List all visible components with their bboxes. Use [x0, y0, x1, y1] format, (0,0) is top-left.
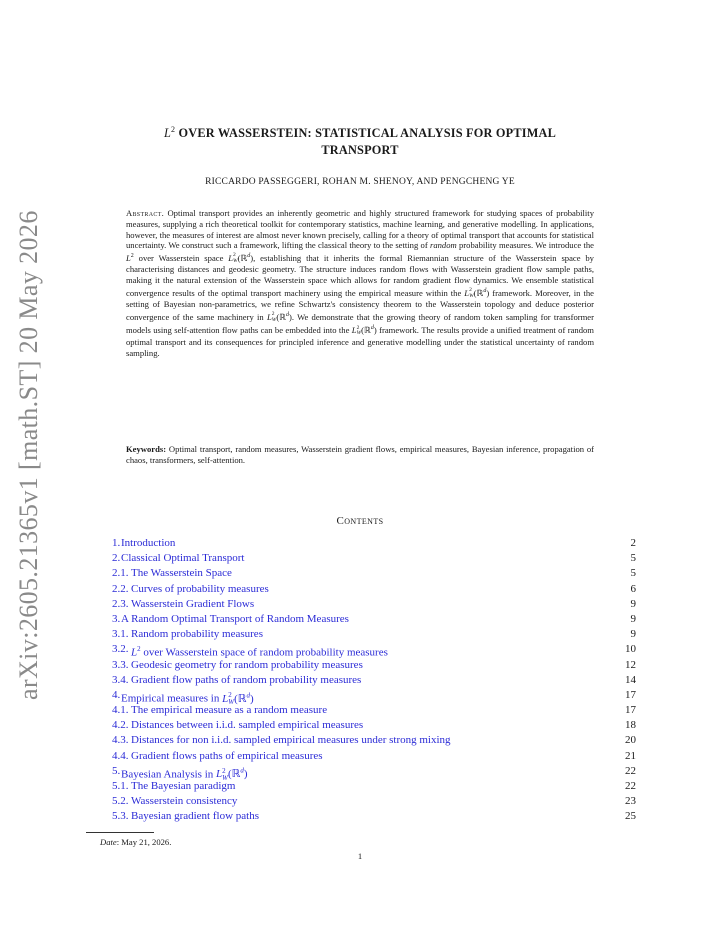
contents-heading: Contents: [336, 515, 384, 527]
toc-entry-page: 21: [625, 749, 636, 762]
toc-entry-number[interactable]: 5.2.: [112, 795, 129, 808]
toc-entry-number[interactable]: 3.: [112, 612, 121, 625]
toc-entry-page: 20: [625, 734, 636, 747]
keywords-label: Keywords:: [126, 444, 167, 454]
toc-entry-link[interactable]: Geodesic geometry for random probability measures: [131, 658, 363, 671]
toc-entry-link[interactable]: Curves of probability measures: [131, 582, 269, 595]
toc-entry-page: 14: [625, 673, 636, 686]
table-of-contents: [112, 536, 636, 825]
toc-entry-number[interactable]: 5.3.: [112, 810, 129, 823]
toc-entry-page: 9: [630, 628, 636, 641]
math-symbol: L 2 W (ℝ$^d$): [266, 311, 292, 323]
toc-entry-link[interactable]: The Wasserstein Space: [131, 567, 232, 580]
math-symbol: L 2 W (ℝ$^d$): [351, 324, 377, 337]
toc-entry[interactable]: [112, 582, 636, 597]
keywords: [126, 444, 594, 466]
toc-entry-number[interactable]: 3.2.: [112, 643, 129, 656]
toc-entry-page: 23: [625, 795, 636, 808]
toc-entry-link[interactable]: Bayesian gradient flow paths: [131, 810, 259, 823]
toc-entry[interactable]: [112, 536, 636, 551]
toc-entry-page: 25: [625, 810, 636, 823]
toc-entry-link[interactable]: The Bayesian paradigm: [131, 780, 236, 792]
toc-entry-page: 22: [625, 764, 636, 777]
toc-entry-link[interactable]: $L^2$ over Wasserstein space of random probability measures: [131, 645, 388, 659]
toc-entry-link[interactable]: Classical Optimal Transport: [121, 552, 245, 565]
toc-entry-number[interactable]: 3.4.: [112, 673, 129, 686]
toc-entry-number[interactable]: 4.: [112, 688, 121, 701]
math-symbol: L 2 W (ℝ$^d$): [222, 690, 254, 706]
toc-entry-number[interactable]: 5.: [112, 764, 121, 777]
toc-entry[interactable]: [112, 809, 636, 824]
paper-title: [110, 121, 610, 159]
toc-entry-page: 5: [630, 552, 636, 565]
arxiv-identifier-stamp: arXiv:2605.21365v1 [math.ST] 20 May 2026: [14, 210, 43, 700]
toc-entry-number[interactable]: 5.1.: [112, 780, 129, 792]
toc-entry[interactable]: [112, 566, 636, 581]
toc-entry[interactable]: [112, 794, 636, 809]
toc-entry[interactable]: [112, 627, 636, 642]
toc-entry-number[interactable]: 2.: [112, 552, 121, 565]
toc-entry-link[interactable]: The empirical measure as a random measure: [131, 704, 328, 717]
toc-entry-link[interactable]: Distances for non i.i.d. sampled empirical measures under strong mixing: [131, 734, 451, 747]
toc-entry[interactable]: [112, 597, 636, 612]
toc-entry-number[interactable]: 1.: [112, 537, 121, 549]
toc-entry-page: 12: [625, 658, 636, 671]
math-symbol: L 2 W (ℝ$^d$): [228, 252, 254, 264]
toc-entry-link[interactable]: Bayesian Analysis in L 2 W (ℝ$^d$): [121, 766, 248, 782]
toc-entry[interactable]: [112, 642, 636, 657]
toc-entry[interactable]: [112, 718, 636, 733]
toc-entry-number[interactable]: 2.2.: [112, 582, 129, 595]
toc-entry-number[interactable]: 4.2.: [112, 719, 129, 732]
toc-entry-page: 17: [625, 688, 636, 701]
toc-entry-link[interactable]: A Random Optimal Transport of Random Measures: [121, 612, 349, 625]
title-line-1: $L^2$ OVER WASSERSTEIN: STATISTICAL ANALYSIS FOR OPTIMAL: [163, 125, 557, 141]
abstract-heading: Abstract.: [126, 208, 165, 218]
toc-entry-link[interactable]: Wasserstein consistency: [131, 795, 238, 808]
toc-entry-page: 22: [625, 780, 636, 792]
toc-entry-page: 17: [625, 704, 636, 717]
toc-entry-number[interactable]: 2.1.: [112, 567, 129, 580]
toc-entry-page: 18: [625, 719, 636, 732]
toc-entry-page: 6: [630, 582, 636, 595]
toc-entry[interactable]: [112, 612, 636, 627]
toc-entry-page: 9: [630, 597, 636, 610]
toc-entry-link[interactable]: Distances between i.i.d. sampled empirical measures: [131, 719, 364, 732]
toc-entry[interactable]: [112, 688, 636, 706]
toc-entry[interactable]: [112, 658, 636, 673]
abstract: Abstract. Optimal transport provides an inherently geometric and highly structured framework for studying spaces of probability measures, supplying a rich theoretical toolkit for contemporary statistics, machine learning, and generative modelling. In applications, however, the measures of interest are almost never known precisely, calling for a theory of optimal transport that accounts for statistical uncertainty. We construct such a framework, lifting the classical theory to the setting of random probability measures. We introduce the $L^2$ over Wasserstein space L 2 W (ℝ$^d$), establishing that it inherits the formal Riemannian structure of the Wasserstein space by characterising distances and geodesic geometry. The structure induces random flows with Wasserstein gradient flow sample paths, making it the natural extension of the Wasserstein space which allows for random gradient flow dynamics. We ensemble statistical convergence results of the optimal transport machinery using the empirical measure within the L 2 W (ℝ$^d$) framework. Moreover, in the setting of Bayesian non-parametrics, we refine Schwartz's consistency theorem to the Wasserstein topology and deduce posterior convergence of the same machinery in L 2 W (ℝ$^d$). We demonstrate that the growing theory of random token sampling for transformer models using self-attention flow paths can be embedded into the L 2 W (ℝ$^d$) framework. The results provide a unified treatment of random optimal transport and its consequences for principled inference and generative modelling under the statistical uncertainty of random sampling.: [126, 208, 594, 358]
footnote-divider: [86, 832, 154, 833]
math-symbol: L 2 W (ℝ$^d$): [464, 287, 490, 299]
toc-entry[interactable]: [112, 673, 636, 688]
toc-entry-number[interactable]: 4.4.: [112, 749, 129, 762]
footnote-date: Date: May 21, 2026.: [100, 837, 172, 847]
toc-entry-link[interactable]: Introduction: [121, 537, 176, 549]
page-number: 1: [357, 851, 363, 861]
toc-entry-number[interactable]: 3.1.: [112, 628, 129, 641]
toc-entry[interactable]: [112, 703, 636, 718]
toc-entry-page: 2: [630, 537, 636, 549]
toc-entry-link[interactable]: Gradient flow paths of random probability measures: [131, 673, 362, 686]
toc-entry-link[interactable]: Random probability measures: [131, 628, 263, 641]
toc-entry[interactable]: [112, 749, 636, 764]
toc-entry[interactable]: [112, 551, 636, 566]
toc-entry[interactable]: [112, 764, 636, 782]
toc-entry[interactable]: [112, 733, 636, 748]
toc-entry-link[interactable]: Gradient flows paths of empirical measures: [131, 749, 323, 762]
toc-entry-link[interactable]: Empirical measures in L 2 W (ℝ$^d$): [121, 690, 254, 706]
toc-entry-number[interactable]: 4.3.: [112, 734, 129, 747]
title-line-2: TRANSPORT: [321, 143, 399, 158]
author-list: RICCARDO PASSEGGERI, ROHAN M. SHENOY, AND PENGCHENG YE: [205, 177, 515, 187]
toc-entry-page: 5: [630, 567, 636, 580]
toc-entry-number[interactable]: 2.3.: [112, 597, 129, 610]
math-symbol: L 2 W (ℝ$^d$): [216, 766, 248, 782]
toc-entry-page: 9: [630, 612, 636, 625]
toc-entry[interactable]: [112, 779, 636, 794]
toc-entry-number[interactable]: 4.1.: [112, 704, 129, 717]
toc-entry-link[interactable]: Wasserstein Gradient Flows: [131, 597, 255, 610]
toc-entry-number[interactable]: 3.3.: [112, 658, 129, 671]
toc-entry-page: 10: [625, 643, 636, 656]
keywords-text: Optimal transport, random measures, Wasserstein gradient flows, empirical measures, Bayesian inference, propagation of chaos, transformers, self-attention.: [126, 444, 594, 465]
